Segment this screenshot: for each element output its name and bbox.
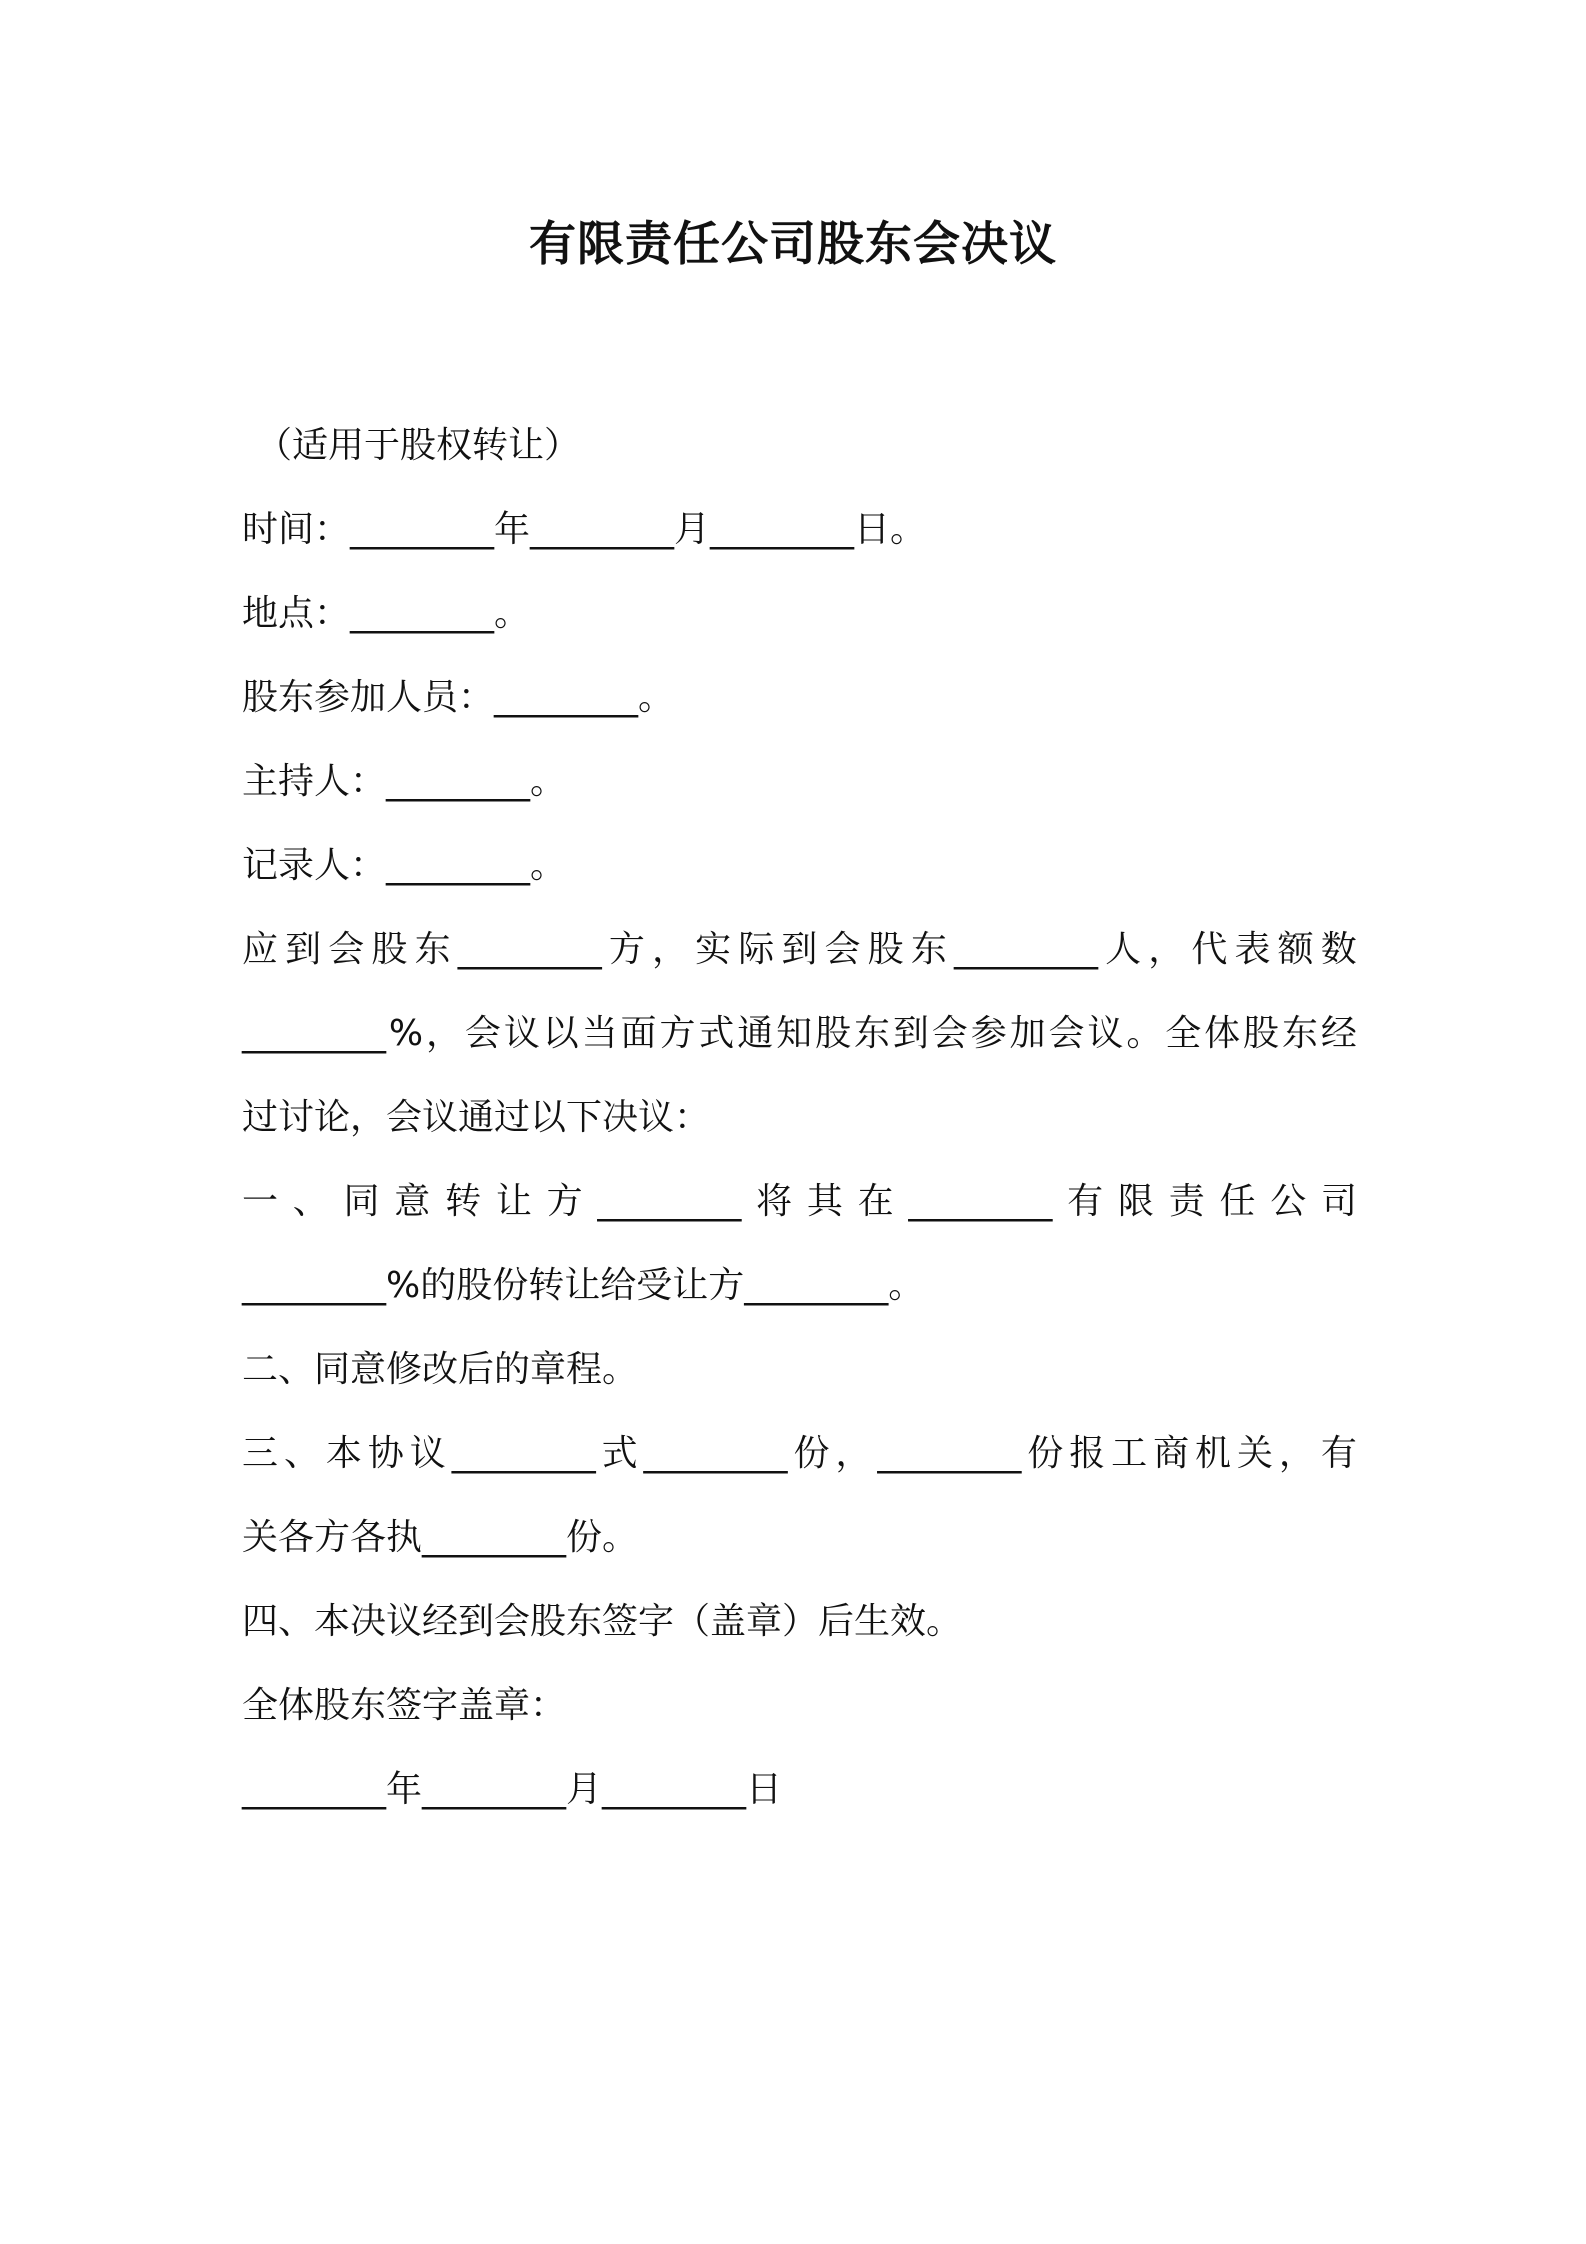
text-char: 会	[328, 929, 365, 970]
blank-field: ________	[953, 929, 1098, 970]
resolution-1-line-1	[242, 1160, 1357, 1244]
text-char: 到	[285, 929, 322, 970]
text-char: 报	[1069, 1433, 1106, 1474]
text-char: 股	[1243, 1013, 1280, 1054]
text-char: 方	[608, 929, 645, 970]
text-char: 其	[806, 1181, 843, 1222]
text-char: 东	[1281, 1013, 1318, 1054]
text-char: 数	[1320, 929, 1357, 970]
text-char: 让	[495, 1181, 532, 1222]
text-char: 知	[776, 1013, 813, 1054]
recorder-line: 记录人：________。	[242, 845, 567, 886]
text-char: 式	[698, 1013, 735, 1054]
text-char: 同	[343, 1181, 380, 1222]
document-title: 有限责任公司股东会决议	[529, 217, 1057, 272]
text-char: 东	[910, 929, 947, 970]
text-char: 股	[371, 929, 408, 970]
resolution-3-line-2: 关各方各执________份。	[242, 1517, 639, 1558]
text-char: 协	[367, 1433, 404, 1474]
blank-field: ________	[457, 929, 602, 970]
text-char: 加	[1009, 1013, 1046, 1054]
text-char: 将	[756, 1181, 793, 1222]
text-char: 、	[292, 1181, 329, 1222]
text-char: 人	[1105, 929, 1142, 970]
text-char: 代	[1191, 929, 1228, 970]
blank-field: ________	[597, 1181, 742, 1222]
text-char: 在	[857, 1181, 894, 1222]
text-char: 股	[815, 1013, 852, 1054]
text-char: 到	[892, 1013, 929, 1054]
text-char: 当	[581, 1013, 618, 1054]
text-char: 一	[242, 1181, 279, 1222]
text-char: 表	[1234, 929, 1271, 970]
applicability-note: （适用于股权转让）	[256, 425, 581, 466]
text-char: 东	[414, 929, 451, 970]
text-char: ，	[651, 929, 688, 970]
text-char: 。	[1126, 1013, 1163, 1054]
document-body	[242, 404, 1357, 1832]
text-char: 体	[1204, 1013, 1241, 1054]
blank-field: ________	[242, 1013, 386, 1054]
host-line: 主持人：________。	[242, 761, 567, 802]
text-char: 司	[1320, 1181, 1357, 1222]
text-char: 责	[1168, 1181, 1205, 1222]
text-char: 际	[738, 929, 775, 970]
text-char: 面	[620, 1013, 657, 1054]
text-char: 三	[242, 1433, 279, 1474]
text-char: ，	[835, 1433, 872, 1474]
text-char: 商	[1153, 1433, 1190, 1474]
text-char: 会	[1048, 1013, 1085, 1054]
text-char: ，	[426, 1013, 463, 1054]
text-char: 股	[867, 929, 904, 970]
text-char: 方	[659, 1013, 696, 1054]
attendance-line-3: 过讨论，会议通过以下决议：	[242, 1097, 711, 1138]
attendance-line-1	[242, 908, 1357, 992]
text-char: ，	[1148, 929, 1185, 970]
text-char: 议	[503, 1013, 540, 1054]
meeting-location-line: 地点：________。	[242, 593, 531, 634]
text-char: 议	[1087, 1013, 1124, 1054]
blank-field: ________	[451, 1433, 596, 1474]
text-char: 有	[1320, 1433, 1357, 1474]
text-char: 应	[242, 929, 279, 970]
text-char: 关	[1236, 1433, 1273, 1474]
text-char: 公	[1270, 1181, 1307, 1222]
resolution-3-line-1	[242, 1412, 1357, 1496]
meeting-time-line: 时间：________年________月________日。	[242, 509, 927, 550]
text-char: 方	[546, 1181, 583, 1222]
signature-label: 全体股东签字盖章：	[242, 1685, 567, 1726]
text-char: 经	[1320, 1013, 1357, 1054]
text-char: 会	[464, 1013, 501, 1054]
text-char: 以	[542, 1013, 579, 1054]
text-char: 额	[1277, 929, 1314, 970]
text-char: 任	[1219, 1181, 1256, 1222]
text-char: 式	[601, 1433, 638, 1474]
signature-date-line: ________年________月________日	[242, 1769, 782, 1810]
text-char: 通	[737, 1013, 774, 1054]
text-char: 东	[853, 1013, 890, 1054]
text-char: 实	[695, 929, 732, 970]
text-char: 份	[793, 1433, 830, 1474]
text-char: 有	[1067, 1181, 1104, 1222]
text-char: 会	[824, 929, 861, 970]
text-char: 、	[283, 1433, 320, 1474]
text-char: 议	[409, 1433, 446, 1474]
resolution-1-line-2: ________%的股份转让给受让方________。	[242, 1265, 925, 1306]
text-char: 工	[1111, 1433, 1148, 1474]
text-char: 限	[1117, 1181, 1154, 1222]
resolution-2-line: 二、同意修改后的章程。	[242, 1349, 639, 1390]
text-char: 意	[394, 1181, 431, 1222]
text-char: 到	[781, 929, 818, 970]
blank-field: ________	[908, 1181, 1053, 1222]
resolution-4-line: 四、本决议经到会股东签字（盖章）后生效。	[242, 1601, 963, 1642]
text-char: 份	[1027, 1433, 1064, 1474]
text-char: 机	[1195, 1433, 1232, 1474]
text-char: %	[388, 1013, 424, 1054]
text-char: 转	[445, 1181, 482, 1222]
text-char: 参	[970, 1013, 1007, 1054]
text-char: ，	[1278, 1433, 1315, 1474]
attendance-line-2	[242, 992, 1357, 1076]
blank-field: ________	[877, 1433, 1022, 1474]
text-char: 本	[325, 1433, 362, 1474]
blank-field: ________	[643, 1433, 788, 1474]
text-char: 会	[931, 1013, 968, 1054]
text-char: 全	[1165, 1013, 1202, 1054]
attending-shareholders-line: 股东参加人员：________。	[242, 677, 675, 718]
